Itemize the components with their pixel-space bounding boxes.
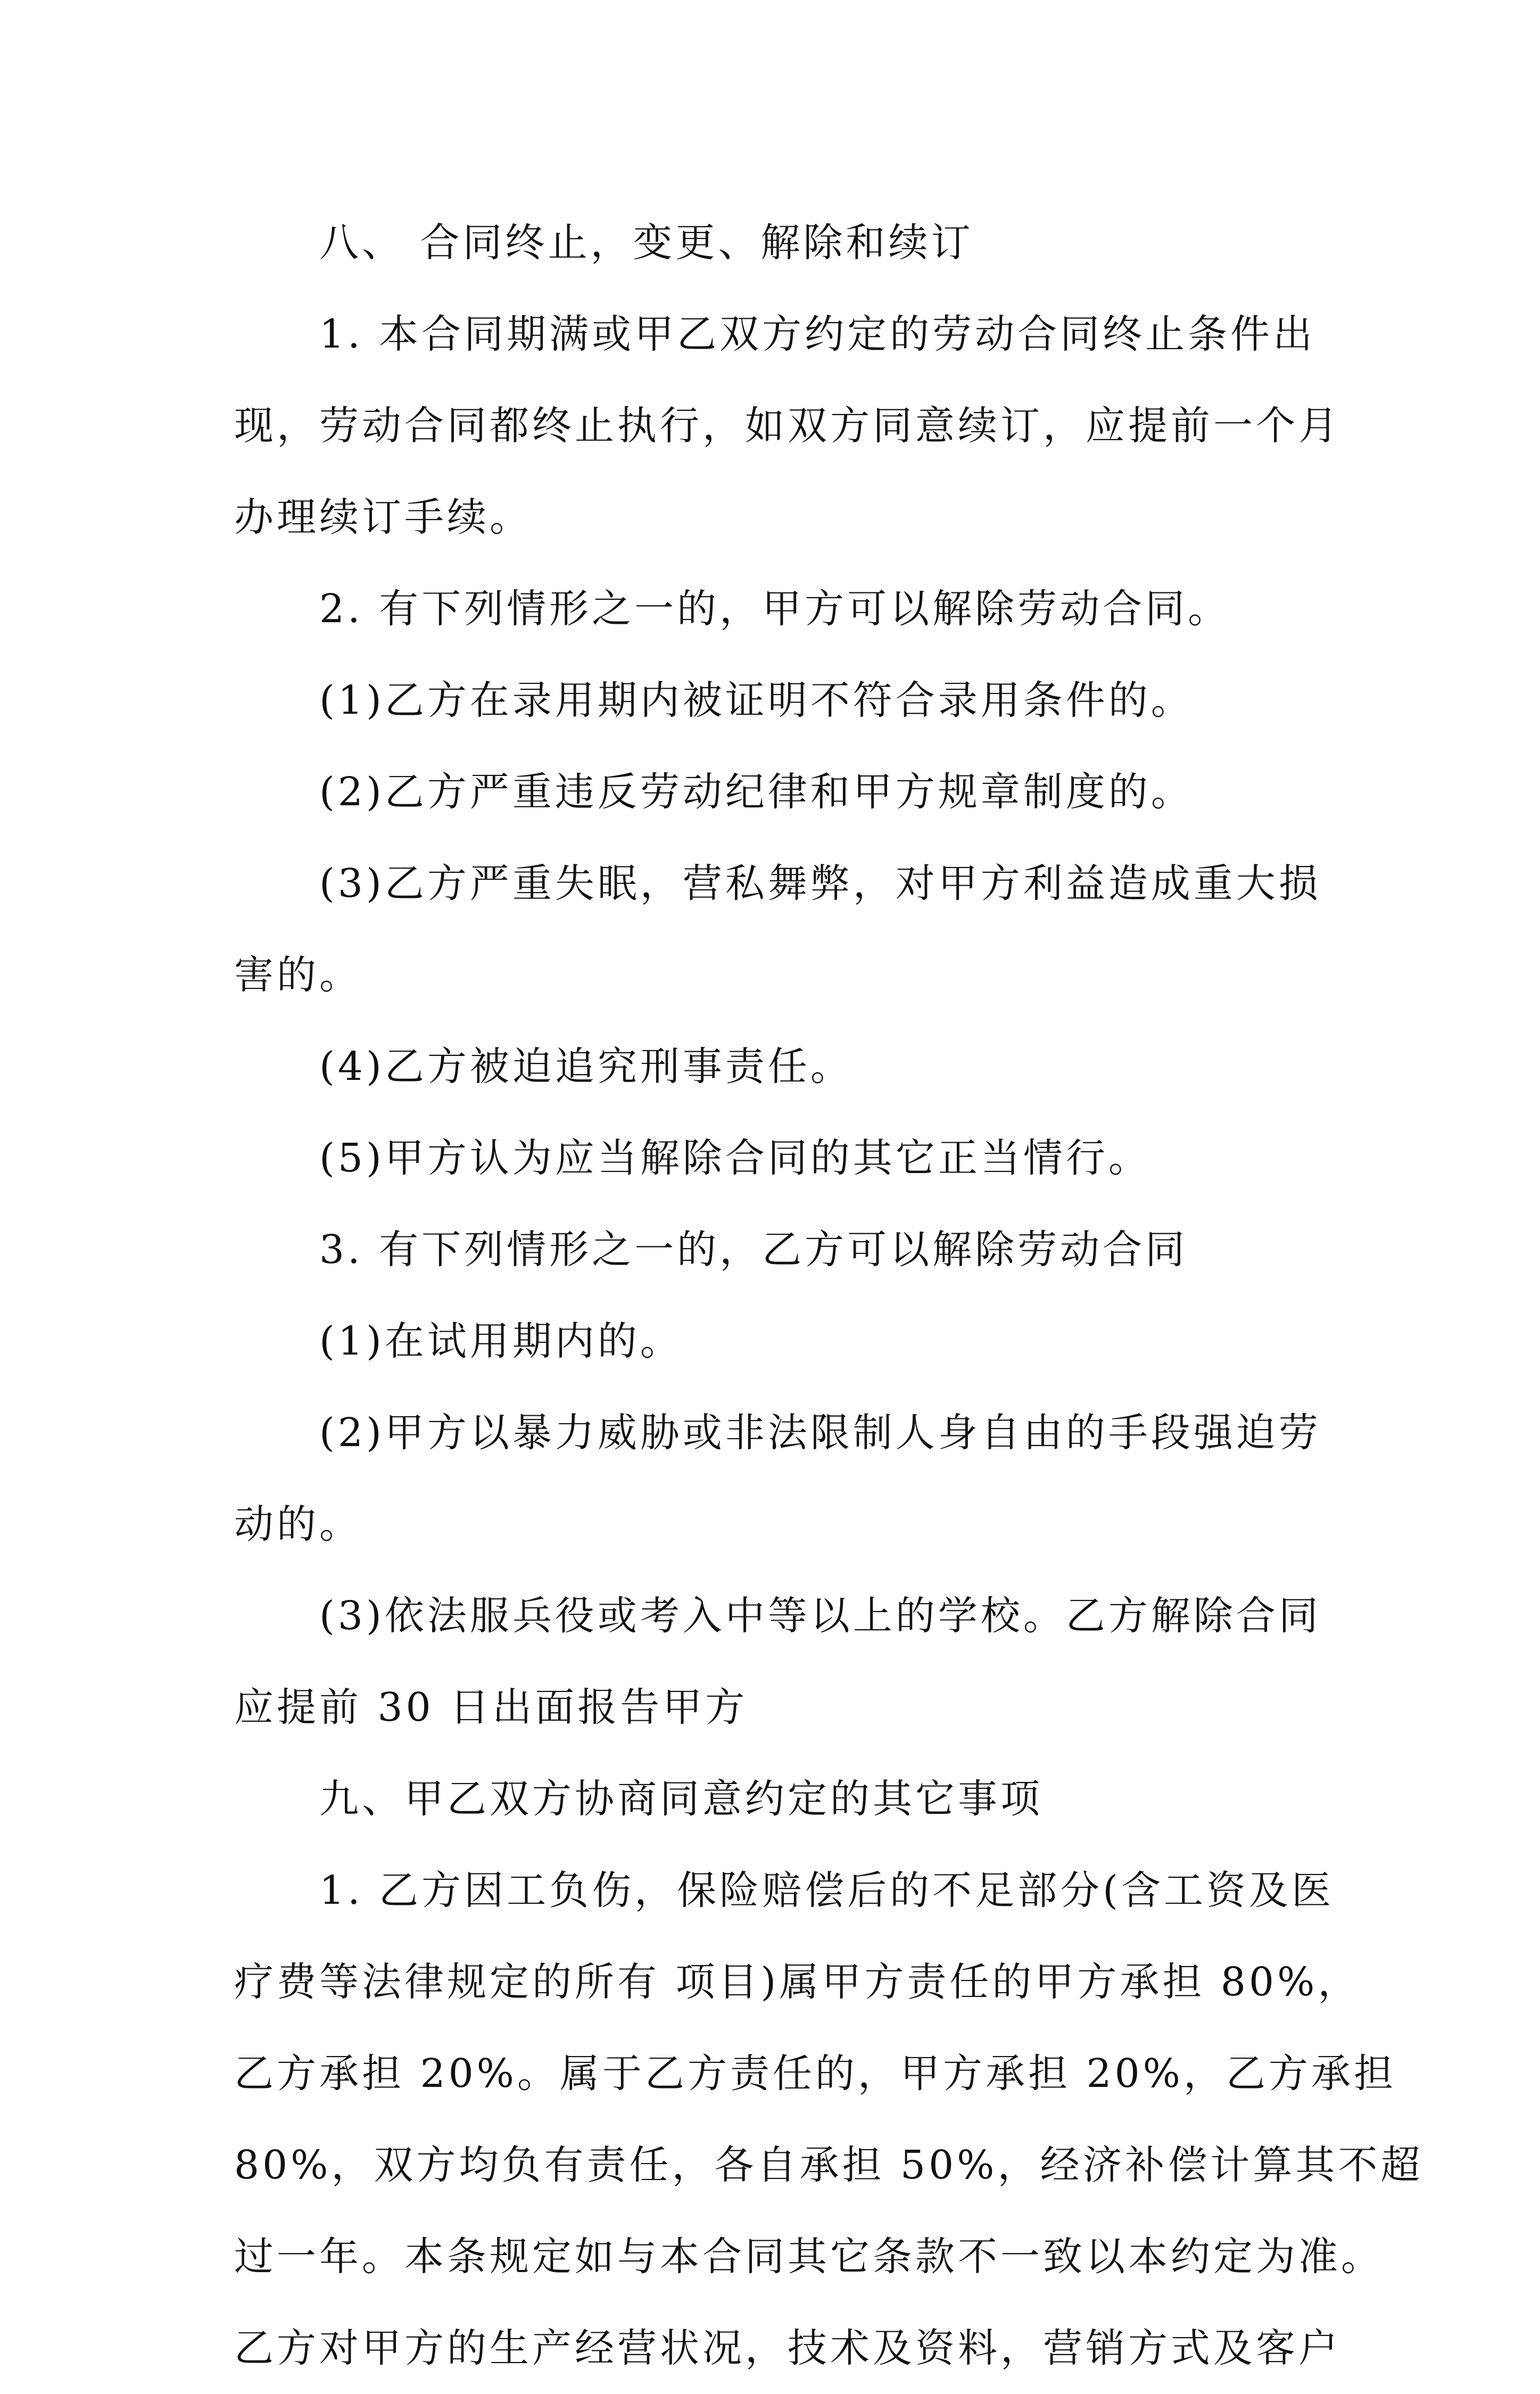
paragraph-line: 2. 有下列情形之一的，甲方可以解除劳动合同。 [319,586,1231,632]
section-heading-8: 八、 合同终止，变更、解除和续订 [319,220,974,266]
paragraph-line: 动的。 [234,1501,362,1547]
paragraph-line: 害的。 [234,952,362,998]
paragraph-line: 1. 乙方因工负伤，保险赔偿后的不足部分(含工资及医 [319,1868,1334,1913]
paragraph-line: 80%，双方均负有责任，各自承担 50%，经济补偿计算其不超 [234,2142,1423,2188]
paragraph-line: (1)在试用期内的。 [319,1318,683,1364]
paragraph-line: (3)乙方严重失眠，营私舞弊，对甲方利益造成重大损 [319,861,1321,906]
paragraph-line: 办理续订手续。 [234,494,532,540]
paragraph-line: 乙方对甲方的生产经营状况，技术及资料，营销方式及客户 [234,2325,1341,2371]
paragraph-line: 疗费等法律规定的所有 项目)属甲方责任的甲方承担 80%， [234,1959,1361,2005]
paragraph-line: 乙方承担 20%。属于乙方责任的，甲方承担 20%，乙方承担 [234,2051,1396,2096]
paragraph-line: (5)甲方认为应当解除合同的其它正当情行。 [319,1135,1151,1181]
paragraph-line: (3)依法服兵役或考入中等以上的学校。乙方解除合同 [319,1593,1321,1639]
paragraph-line: (4)乙方被迫追究刑事责任。 [319,1044,853,1089]
paragraph-line: (2)乙方严重违反劳动纪律和甲方规章制度的。 [319,769,1194,815]
paragraph-line: 过一年。本条规定如与本合同其它条款不一致以本约定为准。 [234,2234,1384,2280]
paragraph-line: (2)甲方以暴力威胁或非法限制人身自由的手段强迫劳 [319,1410,1321,1456]
paragraph-line: 1. 本合同期满或甲乙双方约定的劳动合同终止条件出 [319,311,1316,357]
contract-text-body [234,197,1423,2394]
paragraph-line: 应提前 30 日出面报告甲方 [234,1685,748,1730]
paragraph-line: 3. 有下列情形之一的，乙方可以解除劳动合同 [319,1227,1188,1273]
section-heading-9: 九、甲乙双方协商同意约定的其它事项 [319,1776,1043,1822]
paragraph-line: 现，劳动合同都终止执行，如双方同意续订，应提前一个月 [234,403,1341,449]
paragraph-line: (1)乙方在录用期内被证明不符合录用条件的。 [319,678,1194,723]
